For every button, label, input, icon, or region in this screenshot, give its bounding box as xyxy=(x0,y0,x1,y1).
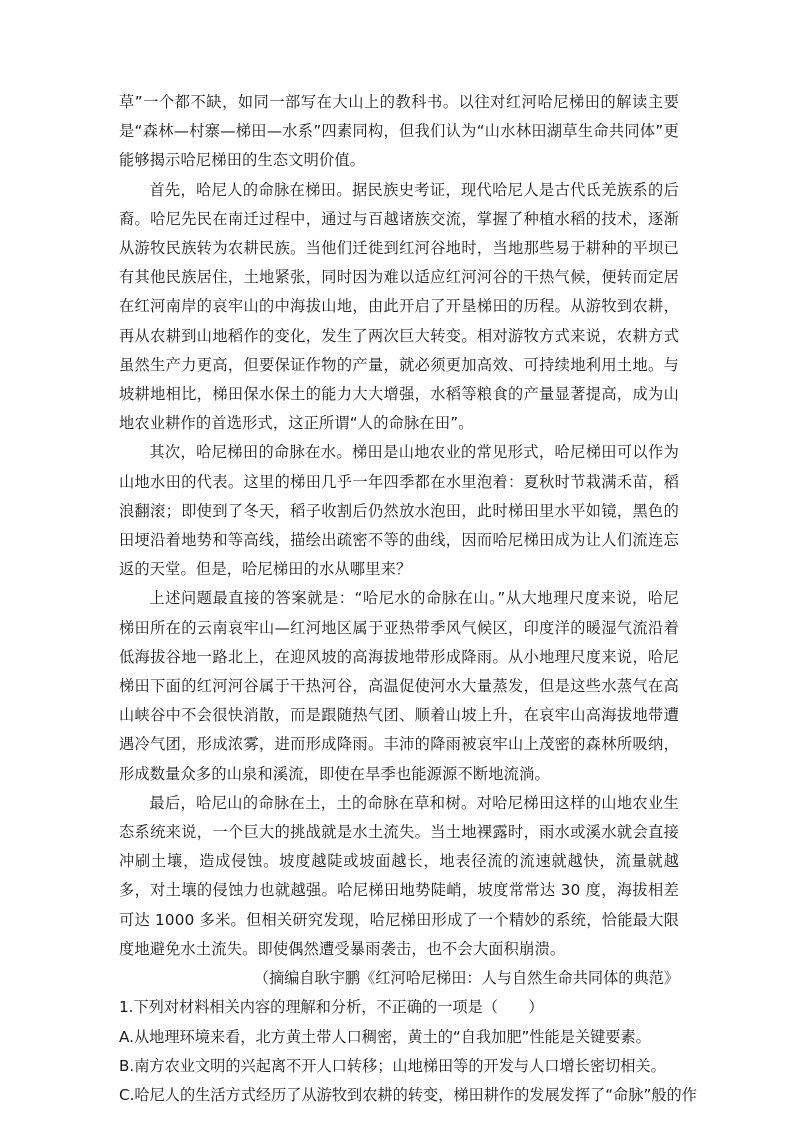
question-option-b: B.南方农业文明的兴起离不开人口转移；山地梯田等的开发与人口增长密切相关。 xyxy=(119,1056,666,1075)
document-page xyxy=(119,88,697,1110)
article-paragraph-intro-continuation: 草”一个都不缺，如同一部写在大山上的教科书。以往对红河哈尼梯田的解读主要是“森林—村寨—梯田—水系”四素同构，但我们认为“山水林田湖草生命共同体”更能够揭示哈尼梯田的生态文明价值。 xyxy=(119,93,679,170)
question-option-c: C.哈尼人的生活方式经历了从游牧到农耕的转变，梯田耕作的发展发挥了“命脉”般的作 xyxy=(119,1085,697,1104)
article-paragraph-terraces: 首先，哈尼人的命脉在梯田。据民族史考证，现代哈尼人是古代氐羌族系的后裔。哈尼先民在南迁过程中，通过与百越诸族交流，掌握了种植水稻的技术，逐渐从游牧民族转为农耕民族。当他们迁徙到红河谷地时，当地那些易于耕种的平坝已有其他民族居住，土地紧张，同时因为难以适应红河河谷的干热气候，便转而定居在红河南岸的哀牢山的中海拔山地，由此开启了开垦梯田的历程。从游牧到农耕，再从农耕到山地稻作的变化，发生了两次巨大转变。相对游牧方式来说，农耕方式虽然生产力更高，但要保证作物的产量，就必须更加高效、可持续地利用土地。与坡耕地相比，梯田保水保土的能力大大增强，水稻等粮食的产量显著提高，成为山地农业耕作的首选形式，这正所谓“人的命脉在田”。 xyxy=(119,180,679,433)
article-paragraph-soil: 最后，哈尼山的命脉在土，土的命脉在草和树。对哈尼梯田这样的山地农业生态系统来说，一个巨大的挑战就是水土流失。当土地裸露时，雨水或溪水就会直接冲刷土壤，造成侵蚀。坡度越陡或坡面越长，地表径流的流速就越快，流量就越多，对土壤的侵蚀力也就越强。哈尼梯田地势陡峭，坡度常常达 30 度，海拔相差可达 1000 多米。但相关研究发现，哈尼梯田形成了一个精妙的系统，恰能最大限度地避免水土流失。即使偶然遭受暴雨袭击，也不会大面积崩溃。 xyxy=(119,793,679,958)
article-source-citation: （摘编自耿宇鹏《红河哈尼梯田：人与自然生命共同体的典范》 xyxy=(253,969,679,988)
question-stem: 1.下列对材料相关内容的理解和分析，不正确的一项是（ ） xyxy=(119,998,544,1017)
article-paragraph-mountain: 上述问题最直接的答案就是：“哈尼水的命脉在山。”从大地理尺度来说，哈尼梯田所在的云南哀牢山—红河地区属于亚热带季风气候区，印度洋的暖湿气流沿着低海拔谷地一路北上，在迎风坡的高海拔地带形成降雨。从小地理尺度来说，哈尼梯田下面的红河河谷属于干热河谷，高温促使河水大量蒸发，但是这些水蒸气在高山峡谷中不会很快消散，而是跟随热气团、顺着山坡上升，在哀牢山高海拔地带遭遇冷气团，形成浓雾，进而形成降雨。丰沛的降雨被哀牢山上茂密的森林所吸纳，形成数量众多的山泉和溪流，即使在旱季也能源源不断地流淌。 xyxy=(119,589,679,783)
article-paragraph-water: 其次，哈尼梯田的命脉在水。梯田是山地农业的常见形式，哈尼梯田可以作为山地水田的代表。这里的梯田几乎一年四季都在水里泡着：夏秋时节栽满禾苗，稻浪翻滚；即使到了冬天，稻子收割后仍然放水泡田，此时梯田里水平如镜，黑色的田埂沿着地势和等高线，描绘出疏密不等的曲线，因而哈尼梯田成为让人们流连忘返的天堂。但是，哈尼梯田的水从哪里来？ xyxy=(119,443,679,579)
question-option-a: A.从地理环境来看，北方黄土带人口稠密，黄土的“自我加肥”性能是关键要素。 xyxy=(119,1027,651,1046)
